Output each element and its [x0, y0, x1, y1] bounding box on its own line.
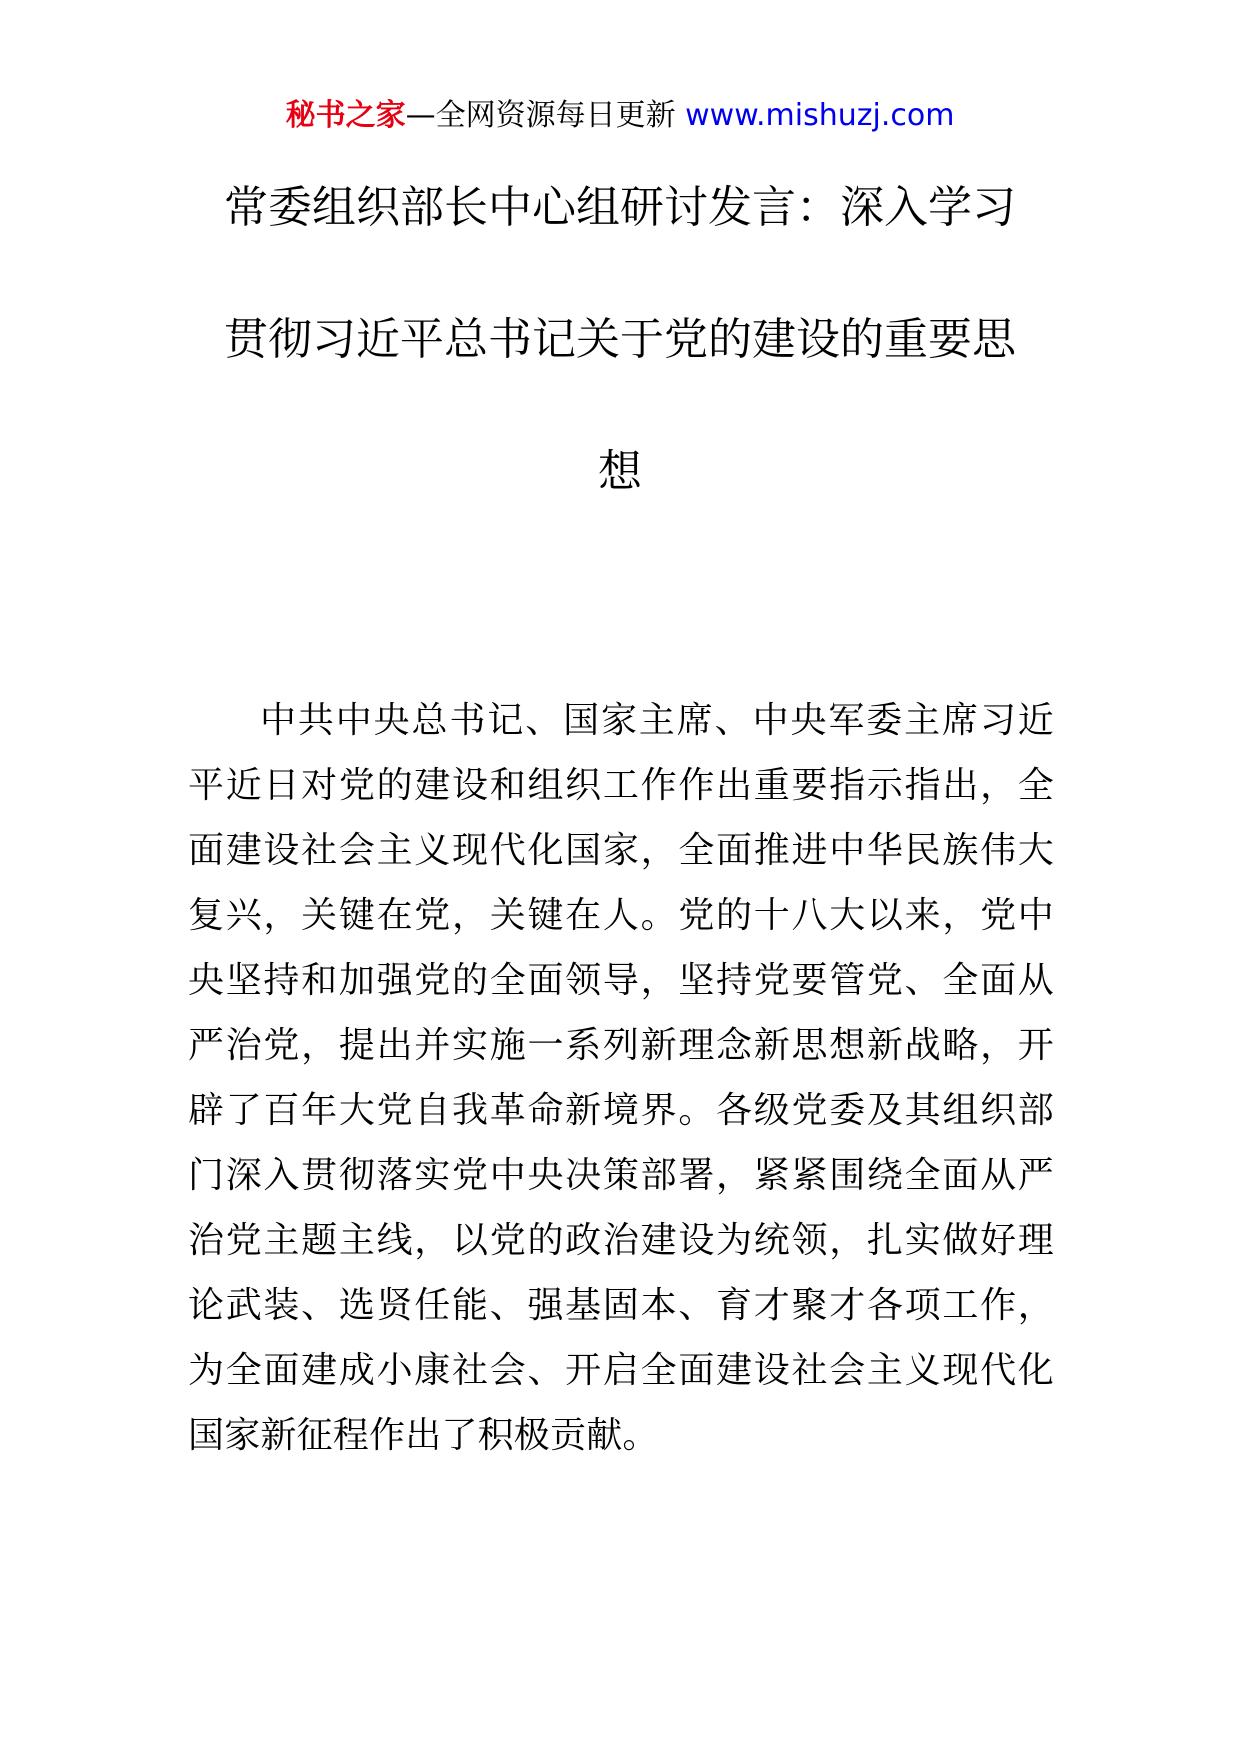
title-line-2: 贯彻习近平总书记关于党的建设的重要思 [224, 314, 1016, 365]
site-tagline: —全网资源每日更新 [405, 98, 686, 133]
site-url-link[interactable]: www.mishuzj.com [685, 98, 955, 133]
site-header [0, 96, 1240, 136]
site-brand: 秘书之家 [285, 98, 406, 133]
title-line-1: 常委组织部长中心组研讨发言：深入学习 [224, 182, 1016, 233]
body-paragraph: 中共中央总书记、国家主席、中央军委主席习近平近日对党的建设和组织工作作出重要指示指出，全面建设社会主义现代化国家，全面推进中华民族伟大复兴，关键在党，关键在人。党的十八大以来，党中央坚持和加强党的全面领导，坚持党要管党、全面从严治党，提出并实施一系列新理念新思想新战略，开辟了百年大党自我革命新境界。各级党委及其组织部门深入贯彻落实党中央决策部署，紧紧围绕全面从严治党主题主线，以党的政治建设为统领，扎实做好理论武装、选贤任能、强基固本、育才聚才各项工作，为全面建成小康社会、开启全面建设社会主义现代化国家新征程作出了积极贡献。 [188, 700, 1054, 1456]
document-title [160, 178, 1080, 574]
title-line-3: 想 [598, 446, 642, 497]
